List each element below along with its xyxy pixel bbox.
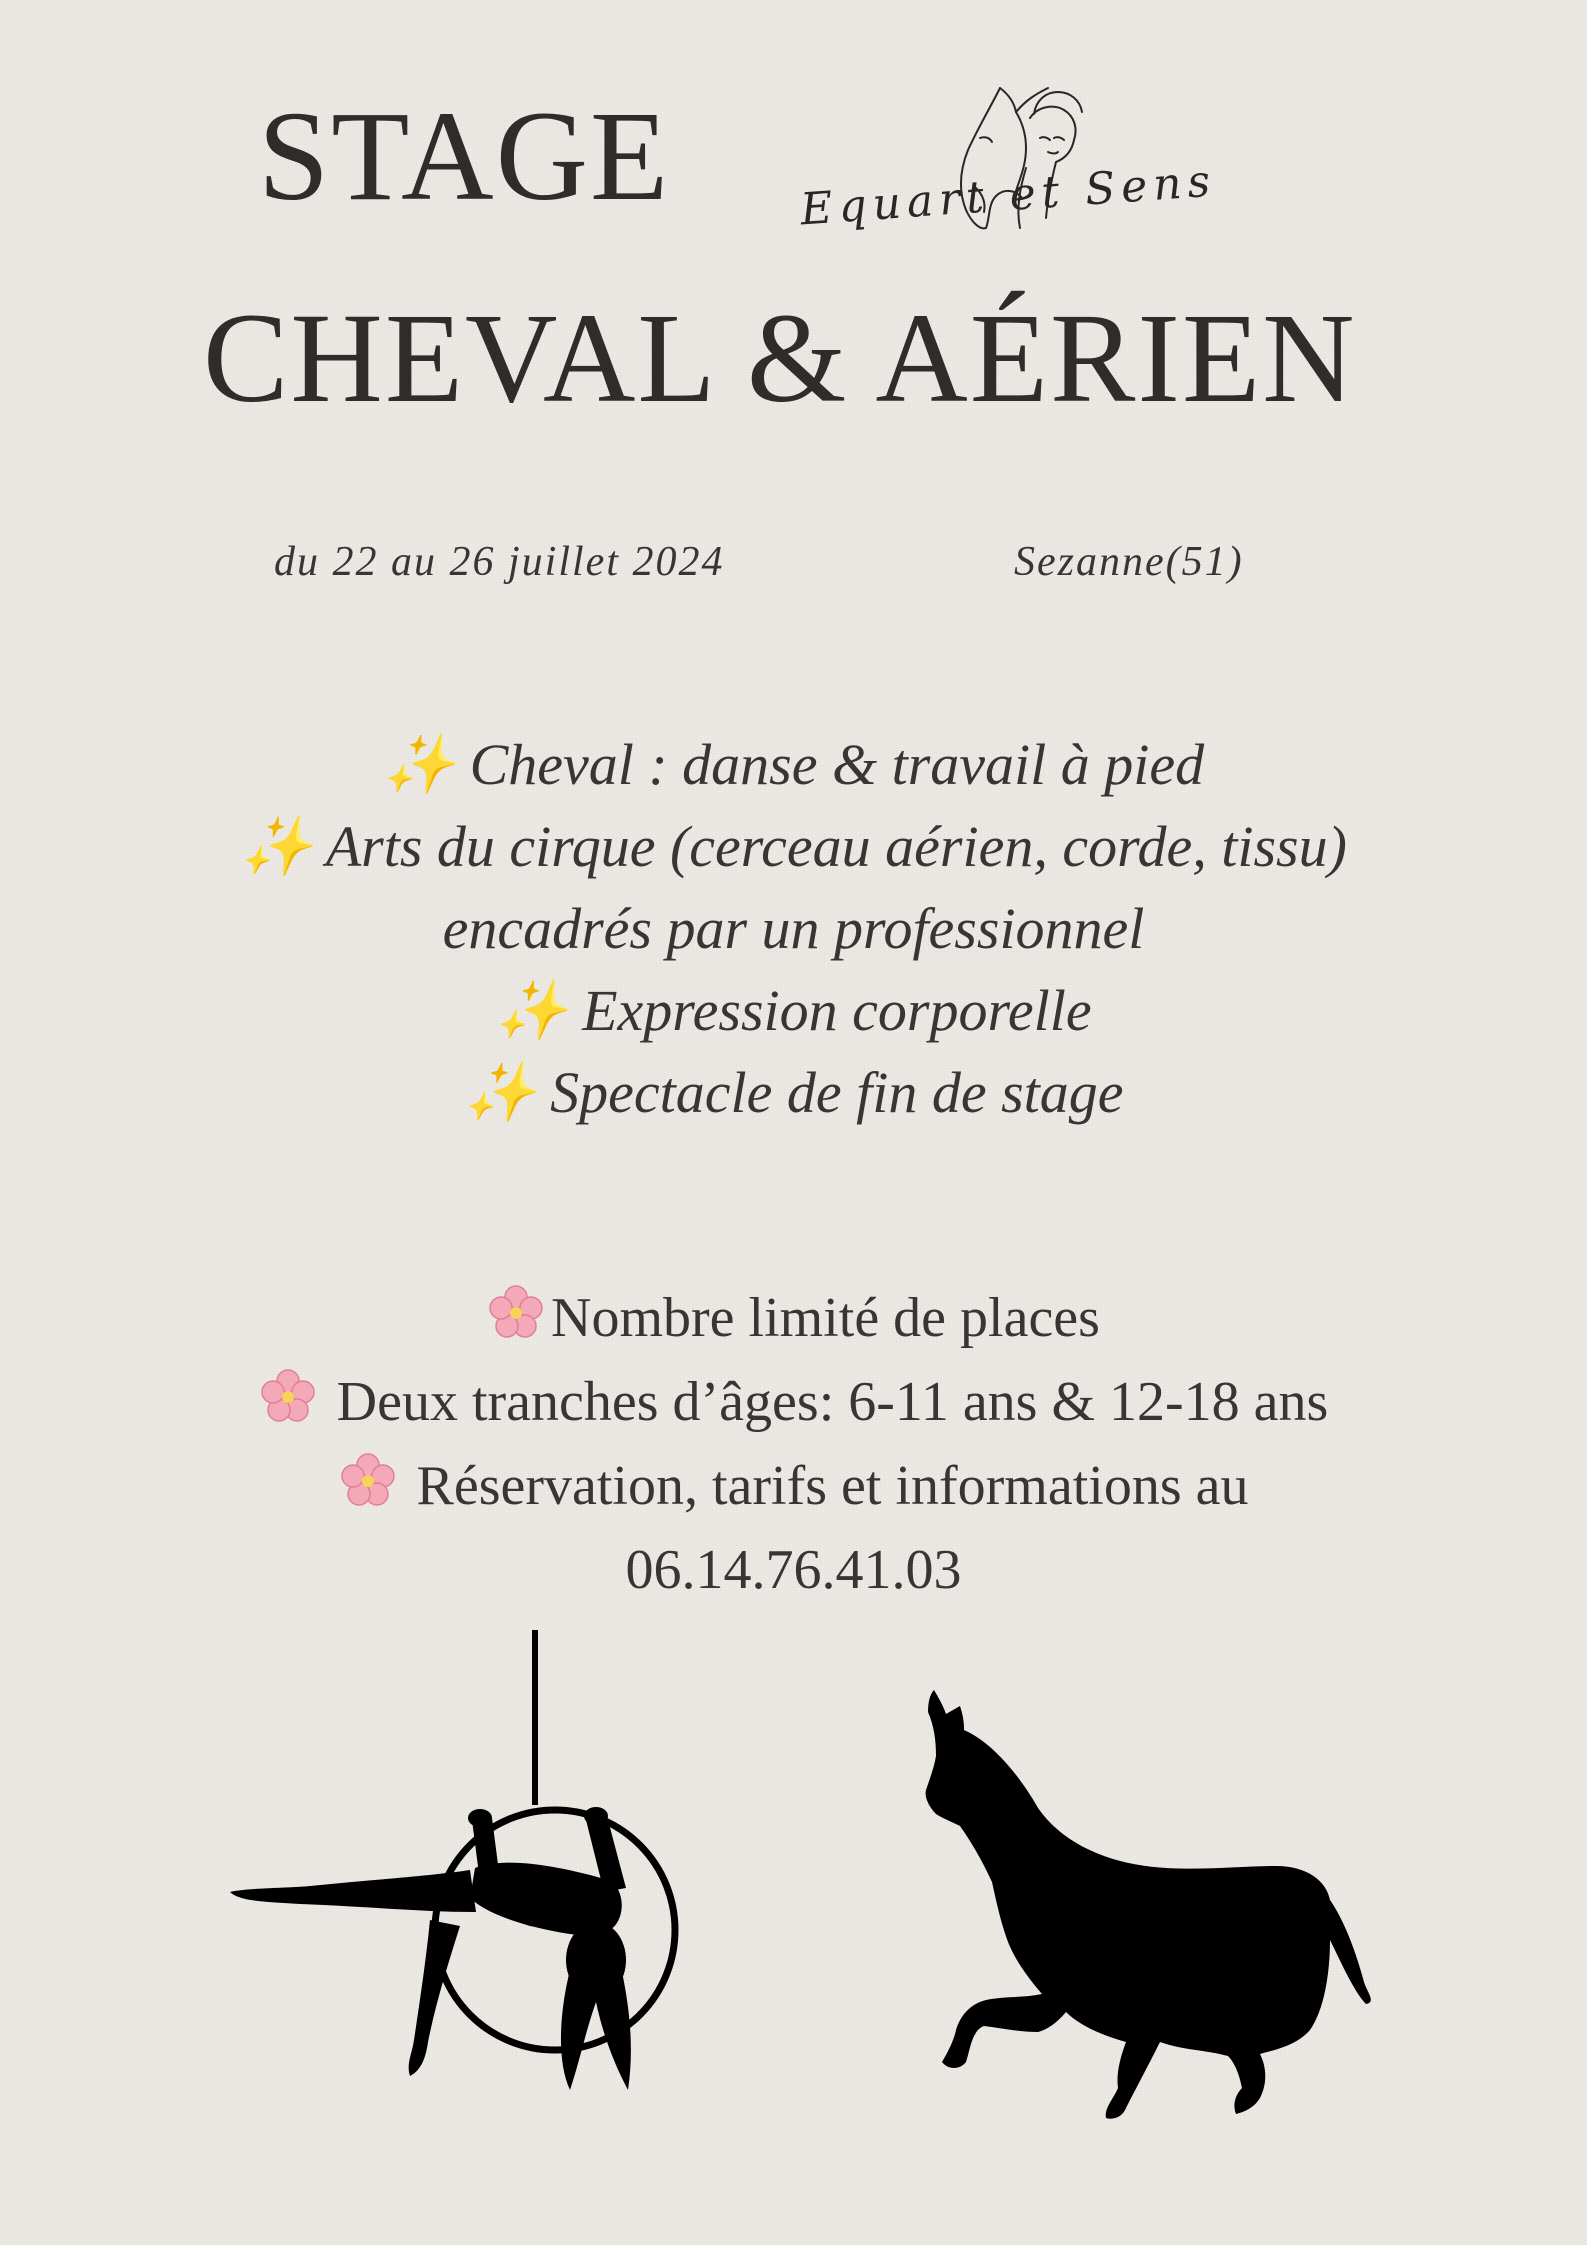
cherry-blossom-icon: [259, 1368, 317, 1426]
feature-item: ✨ Spectacle de fin de stage: [463, 1060, 1124, 1125]
info-text: Réservation, tarifs et informations au: [416, 1455, 1249, 1517]
info-text: Nombre limité de places: [551, 1287, 1100, 1349]
info-item: [0, 1276, 1587, 1360]
info-list: [0, 1276, 1587, 1612]
feature-item: ✨ Cheval : danse & travail à pied: [382, 732, 1205, 797]
phone-number: 06.14.76.41.03: [625, 1539, 962, 1601]
features-list: [0, 724, 1587, 1134]
info-item: [0, 1444, 1587, 1528]
cherry-blossom-icon: [487, 1284, 545, 1342]
event-location: Sezanne(51): [1014, 539, 1244, 585]
feature-item: ✨ Arts du cirque (cerceau aérien, corde, tissu): [240, 814, 1347, 879]
aerial-hoop-acrobat-icon: [230, 1630, 700, 2120]
info-item: [0, 1360, 1587, 1444]
feature-item: encadrés par un professionnel: [442, 896, 1145, 961]
event-dates: du 22 au 26 juillet 2024: [274, 539, 725, 585]
logo-wordmark: Equart et Sens: [798, 155, 1218, 236]
title-line-1: STAGE: [258, 85, 671, 227]
feature-item: ✨ Expression corporelle: [495, 978, 1092, 1043]
cherry-blossom-icon: [339, 1452, 397, 1510]
horse-icon: [920, 1690, 1390, 2120]
title-line-2: CHEVAL & AÉRIEN: [203, 287, 1357, 429]
info-text: Deux tranches d’âges: 6-11 ans & 12-18 ans: [336, 1371, 1329, 1433]
